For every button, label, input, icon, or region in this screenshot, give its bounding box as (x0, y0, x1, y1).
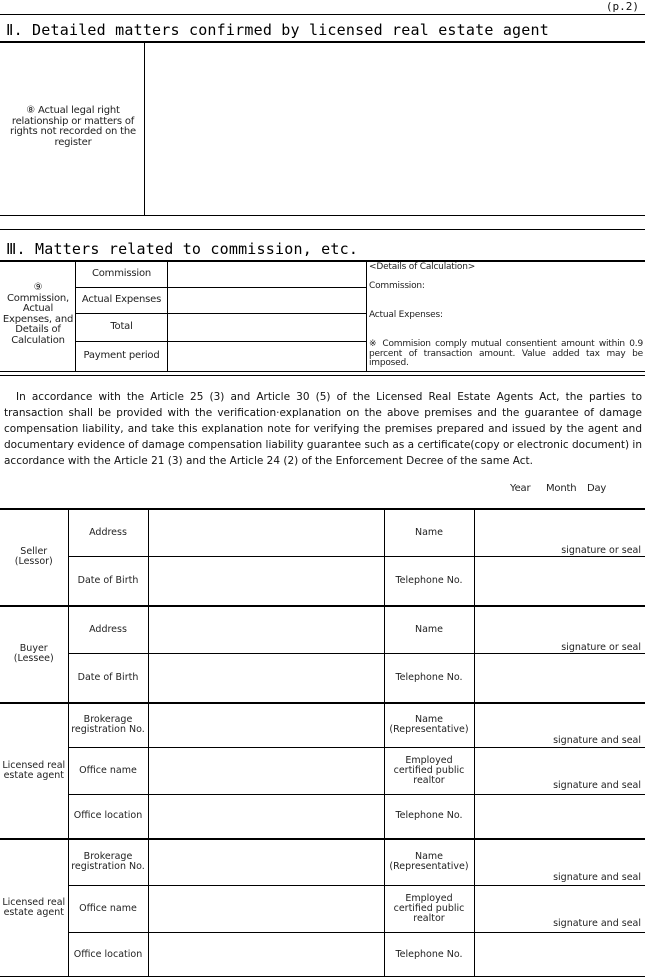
parties-table (0, 509, 645, 977)
agent2-row-3 (0, 933, 645, 977)
date-month: Month (546, 483, 577, 494)
calc-title: <Details of Calculation> (369, 262, 476, 272)
buyer-name-input[interactable] (474, 606, 645, 654)
agent1-phone-label: Telephone No. (384, 795, 474, 839)
section2-divider (144, 42, 145, 215)
agent1-brokerage-label: Brokerage registration No. (68, 703, 148, 748)
commission-input[interactable] (169, 263, 365, 286)
agent1-realtor-signature-hint: signature and seal (553, 780, 641, 791)
s3-bottom-rule-2 (0, 375, 645, 376)
section3-title: Ⅲ. Matters related to commission, etc. (6, 240, 359, 258)
agent1-signature-hint: signature and seal (553, 734, 641, 746)
agent2-brokerage-label: Brokerage registration No. (68, 839, 148, 886)
seller-dob-input[interactable] (148, 557, 384, 606)
page-number: (p.2) (605, 0, 639, 13)
actual-expenses-label: Actual Expenses (81, 294, 162, 305)
agent2-signature-hint: signature and seal (553, 871, 641, 883)
agent1-row-3 (0, 795, 645, 839)
item9-label: ⑨ Commission, Actual Expenses, and Details of Calculation (2, 282, 74, 346)
buyer-address-input[interactable] (148, 606, 384, 654)
seller-row-1 (0, 510, 645, 557)
buyer-name-label: Name (384, 606, 474, 654)
agent2-name-label: Name (Representative) (384, 839, 474, 886)
agent1-realtor-label: Employed certified public realtor (384, 748, 474, 795)
item8-label: ⑧ Actual legal right relationship or matters of rights not recorded on the register (10, 105, 136, 148)
seller-phone-label: Telephone No. (384, 557, 474, 606)
agent2-row-2 (0, 886, 645, 933)
agent1-row-2 (0, 748, 645, 795)
buyer-phone-label: Telephone No. (384, 654, 474, 703)
declaration-paragraph: In accordance with the Article 25 (3) and Article 30 (5) of the Licensed Real Estate Agents Act, the parties to transaction shall be provided with the verification·explanation on the above premises and the guarantee of damage compensation liability, and take this explanation note for verifying the premises prepared and issued by the agent and documentary evidence of damage compensation liability guarantee such as a certificate(copy or electronic document) in accordance with the Article 21 (3) and the Article 24 (2) of the Enforcement Decree of the same Act. (4, 391, 642, 467)
buyer-row-2 (0, 654, 645, 703)
agent1-phone-input[interactable] (474, 795, 645, 839)
buyer-phone-input[interactable] (474, 654, 645, 703)
buyer-label: Buyer (Lessee) (0, 606, 68, 703)
agent2-realtor-label: Employed certified public realtor (384, 886, 474, 933)
buyer-address-label: Address (68, 606, 148, 654)
agent1-realtor-input[interactable] (474, 748, 645, 795)
calc-expenses: Actual Expenses: (369, 310, 443, 320)
agent1-office-name-input[interactable] (148, 748, 384, 795)
agent2-office-location-label: Office location (68, 933, 148, 977)
agent1-label: Licensed real estate agent (0, 703, 68, 839)
item8-content-field[interactable] (146, 44, 643, 213)
date-day: Day (587, 483, 607, 494)
agent2-phone-label: Telephone No. (384, 933, 474, 977)
section3-top-rule (0, 229, 645, 230)
agent1-name-label: Name (Representative) (384, 703, 474, 748)
s3-h2 (76, 313, 366, 314)
s3-v3 (366, 261, 367, 371)
date-year: Year (510, 483, 531, 494)
total-input[interactable] (169, 315, 365, 340)
agent2-office-name-label: Office name (68, 886, 148, 933)
buyer-dob-input[interactable] (148, 654, 384, 703)
agent2-office-name-input[interactable] (148, 886, 384, 933)
payment-period-label: Payment period (83, 350, 160, 361)
section2-title: Ⅱ. Detailed matters confirmed by licensed real estate agent (6, 21, 549, 39)
seller-address-label: Address (68, 510, 148, 557)
section2-top-rule (0, 14, 645, 15)
agent1-brokerage-input[interactable] (148, 703, 384, 748)
seller-row-2 (0, 557, 645, 606)
agent1-office-location-input[interactable] (148, 795, 384, 839)
agent2-phone-input[interactable] (474, 933, 645, 977)
s3-v2 (167, 261, 168, 371)
seller-dob-label: Date of Birth (68, 557, 148, 606)
buyer-row-1 (0, 606, 645, 654)
agent1-name-input[interactable] (474, 703, 645, 748)
buyer-dob-label: Date of Birth (68, 654, 148, 703)
calc-note: ※ Commision comply mutual consentient amount within 0.9 percent of transaction amount. Value added tax may be imposed. (369, 339, 643, 368)
section3-title-rule (0, 260, 645, 262)
seller-address-input[interactable] (148, 510, 384, 557)
section2-bottom-rule (0, 215, 645, 216)
seller-signature-hint: signature or seal (561, 545, 641, 556)
seller-name-input[interactable] (474, 510, 645, 557)
agent2-name-input[interactable] (474, 839, 645, 886)
seller-name-label: Name (384, 510, 474, 557)
seller-phone-input[interactable] (474, 557, 645, 606)
buyer-signature-hint: signature or seal (561, 641, 641, 653)
actual-expenses-input[interactable] (169, 289, 365, 312)
section2-title-rule (0, 41, 645, 43)
total-label: Total (110, 321, 133, 332)
commission-label: Commission (91, 268, 152, 279)
s3-bottom-rule (0, 371, 645, 372)
payment-period-input[interactable] (169, 343, 365, 370)
s3-h1 (76, 287, 366, 288)
agent2-brokerage-input[interactable] (148, 839, 384, 886)
agent2-realtor-input[interactable] (474, 886, 645, 933)
calc-commission: Commission: (369, 281, 425, 291)
agent2-label: Licensed real estate agent (0, 839, 68, 977)
agent1-office-location-label: Office location (68, 795, 148, 839)
s3-h3 (76, 341, 366, 342)
agent1-office-name-label: Office name (68, 748, 148, 795)
seller-label: Seller (Lessor) (0, 510, 68, 606)
agent2-office-location-input[interactable] (148, 933, 384, 977)
agent1-row-1 (0, 703, 645, 748)
agent2-realtor-signature-hint: signature and seal (553, 918, 641, 929)
agent2-row-1 (0, 839, 645, 886)
